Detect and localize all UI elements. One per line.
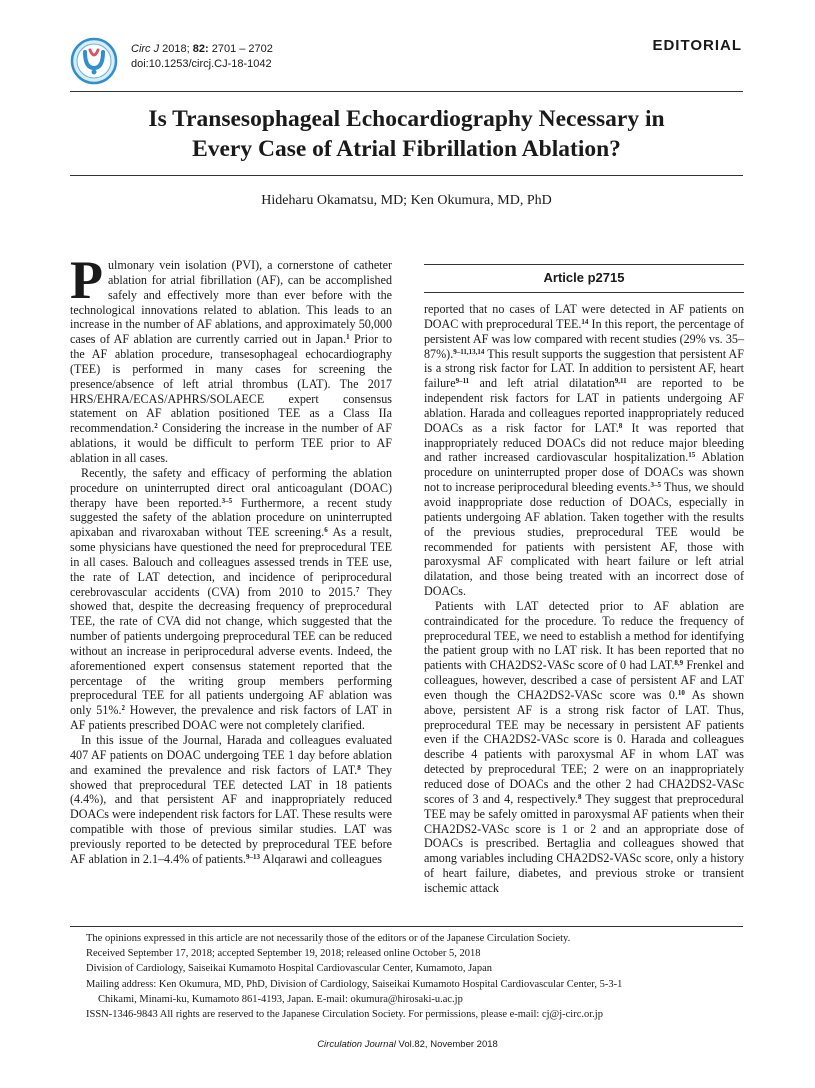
- body-column-right: [424, 302, 744, 896]
- paragraph: [70, 733, 392, 867]
- footnotes: [86, 931, 746, 1022]
- related-article-link[interactable]: Article p2715: [543, 270, 625, 285]
- citation-ref[interactable]: 9–13: [246, 852, 261, 861]
- citation-ref[interactable]: 15: [688, 451, 696, 460]
- citation-ref[interactable]: 8: [577, 792, 582, 801]
- citation-ref[interactable]: 2: [121, 704, 125, 713]
- citation-ref[interactable]: 1: [346, 333, 350, 342]
- citation-ref[interactable]: 14: [581, 317, 589, 326]
- paragraph: [424, 599, 744, 896]
- text-run: As a result, some physicians have questioned the need for preprocedural TEE in all cases. Balouch and colleagues assessed trends in TEE use, the rate of LAT detection, and incidence of periprocedural cerebrovascular accidents (CVA) from 2010 to 2015.: [70, 525, 392, 599]
- text-run: Patients with LAT detected prior to AF ablation are contraindicated for the procedure. To reduce the frequency of preprocedural TEE, we need to establish a method for identifying the patient group with no LAT risk. It has been reported that no patients with CHA2DS2-VASc score of 0 had LAT.: [424, 598, 744, 673]
- text-run: reported that no cases of LAT were detected in AF patients on DOAC with preprocedural TEE.: [424, 302, 744, 331]
- citation-ref[interactable]: 3–5: [650, 481, 662, 490]
- text-run: ulmonary vein isolation (PVI), a cornerstone of catheter ablation for atrial fibrillation (AF), can be accomplished safely and effectively more than ever before with the technological innovations related to ablation. This leads to an increase in the number of AF ablations, and approximately 50,000 cases of AF ablation are currently carried out in Japan.: [70, 258, 392, 347]
- citation-volume: 82:: [192, 43, 209, 55]
- text-run: They suggest that preprocedural TEE may be safely omitted in paroxysmal AF patients when their CHA2DS2-VASc score is 1 or 2 and an appropriate dose of DOACs is prescribed. Bertaglia and colleagues showed that among variables including CHA2DS2-VASc score, only a history of heart failure, diabetes, and previous stroke or transient ischemic attack: [424, 791, 744, 895]
- text-run: Frenkel and colleagues, however, described a case of persistent AF and LAT even though the CHA2DS2-VASc score was 0.: [424, 658, 744, 702]
- text-run: However, the prevalence and risk factors of LAT in AF patients prescribed DOAC were not completely clarified.: [70, 703, 392, 733]
- text-run: Ablation procedure on uninterrupted proper dose of DOACs was shown not to increase periprocedural bleeding events.: [424, 450, 744, 495]
- citation-block: [131, 42, 273, 72]
- paragraph: [424, 302, 744, 599]
- text-run: They showed that, despite the decreasing frequency of preprocedural TEE, the rate of CVA did not change, which suggested that the number of patients undergoing preprocedural TEE can be reduced without an increase in periprocedural adverse events. Indeed, the aforementioned expert consensus statement reported that the percentage of the writing group members performing preprocedural TEE for all patients undergoing AF ablation was only 51%.: [70, 584, 392, 718]
- text-run: are reported to be independent risk factors for LAT in patients undergoing AF ablation. Harada and colleagues reported inappropriately reduced DOACs as a risk factor for LAT.: [424, 376, 744, 435]
- disclaimer: The opinions expressed in this article are not necessarily those of the editors or of the Japanese Circulation Society.: [86, 933, 571, 944]
- title-rule: [70, 175, 743, 176]
- citation-line: [131, 42, 273, 57]
- citation-ref[interactable]: 9,11: [614, 377, 627, 386]
- doi[interactable]: doi:10.1253/circj.CJ-18-1042: [131, 58, 272, 70]
- citation-ref[interactable]: 9–11,13,14: [453, 347, 485, 356]
- body-column-left: [70, 250, 392, 867]
- article-box-rule-top: [424, 264, 744, 265]
- text-run: In this issue of the Journal, Harada and colleagues evaluated 407 AF patients on DOAC undergoing TEE 1 day before ablation and examined the prevalence and risk factors of LAT.: [70, 733, 392, 777]
- article-box-rule-bottom: [424, 292, 744, 293]
- text-run: Alqarawi and colleagues: [260, 851, 382, 866]
- text-run: Furthermore, a recent study suggested the safety of the ablation procedure on uninterrupted apixaban and rivaroxaban without TEE screening.: [70, 495, 392, 540]
- paragraph: [70, 466, 392, 733]
- footer-issue: Vol.82, November 2018: [395, 1039, 498, 1050]
- text-run: Considering the increase in the number of AF ablations, it would be difficult to perform TEE prior to AF ablation in all cases.: [70, 421, 392, 465]
- mailing-address-cont[interactable]: Chikami, Minami-ku, Kumamoto 861-4193, Japan. E-mail: okumura@hirosaki-u.ac.jp: [98, 993, 463, 1005]
- text-run: and left atrial dilatation: [469, 376, 615, 391]
- citation-ref[interactable]: 9–11: [455, 377, 470, 386]
- issn-rights[interactable]: ISSN-1346-9843 All rights are reserved to the Japanese Circulation Society. For permissions, please e-mail: cj@j-circ.or.jp: [86, 1009, 603, 1021]
- journal-logo: [70, 37, 118, 85]
- section-label: EDITORIAL: [652, 37, 742, 54]
- paragraph: [70, 250, 392, 466]
- citation-ref[interactable]: 2: [154, 422, 158, 431]
- text-run: Prior to the AF ablation procedure, transesophageal echocardiography (TEE) is performed in many cases for screening the presence/absence of left atrial thrombus (LAT). The 2017 HRS/EHRA/ECAS/APHRS/SOLAECE expert consensus statement on AF ablation positioned TEE as a Class IIa recommendation.: [70, 332, 392, 436]
- text-run: Recently, the safety and efficacy of performing the ablation procedure on uninterrupted direct oral anticoagulant (DOAC) therapy have been reported.: [70, 465, 392, 510]
- title-line-1: Is Transesophageal Echocardiography Necessary in: [148, 106, 665, 132]
- affiliation: Division of Cardiology, Saiseikai Kumamoto Hospital Cardiovascular Center, Kumamoto, Japan: [86, 963, 492, 975]
- citation-ref[interactable]: 6: [324, 526, 328, 535]
- citation-year: 2018;: [162, 43, 193, 55]
- text-run: In this report, the percentage of persistent AF was low compared with recent studies (29% vs. 35–87%).: [424, 316, 745, 361]
- citation-ref[interactable]: 7: [355, 585, 360, 594]
- author-list: Hideharu Okamatsu, MD; Ken Okumura, MD, PhD: [261, 193, 552, 208]
- mailing-address: Mailing address: Ken Okumura, MD, PhD, Division of Cardiology, Saiseikai Kumamoto Hospital Cardiovascular Center, 5-3-1: [86, 978, 623, 990]
- drop-cap: P: [70, 250, 103, 310]
- citation-ref[interactable]: 3–5: [221, 496, 233, 505]
- citation-ref[interactable]: 8: [618, 421, 623, 430]
- footer-journal: Circulation Journal: [317, 1039, 396, 1050]
- text-run: As shown above, persistent AF is a strong risk factor of LAT. Thus, preprocedural TEE may be necessary in persistent AF patients even if the CHA2DS2-VASc score is 0. Harada and colleagues describe 4 patients with paroxysmal AF in whom LAT was detected by preprocedural TEE; 2 were on an inappropriately reduced dose of DOACs and the other 2 had CHA2DS2-VASc scores of 3 and 4, respectively.: [424, 687, 744, 806]
- text-run: They showed that preprocedural TEE detected LAT in 18 patients (4.4%), and that persistent AF and inappropriately reduced DOACs were independent risk factors for LAT. These results were compatible with those of previous similar studies. LAT was previously reported to be detected by preprocedural TEE before AF ablation in 2.1–4.4% of patients.: [70, 762, 392, 866]
- received-dates: Received September 17, 2018; accepted September 19, 2018; released online October 5, 2018: [86, 948, 481, 960]
- text-run: Thus, we should avoid inappropriate dose reduction of DOACs, especially in patients undergoing AF ablation. Taken together with the results of the previous studies, preprocedural TEE would be recommended for patients with persistent AF, those with paroxysmal AF complicated with heart failure or left atrial dilatation, and those being treated with an incorrect dose of DOACs.: [424, 480, 744, 599]
- citation-ref[interactable]: 10: [677, 688, 685, 697]
- running-footer: [0, 1039, 815, 1050]
- journal-abbrev: Circ J: [131, 43, 160, 55]
- article-title: [70, 104, 743, 164]
- text-run: This result supports the suggestion that persistent AF is a strong risk factor for LAT. In addition to persistent AF, heart failure: [424, 346, 744, 391]
- citation-pages: 2701 – 2702: [208, 43, 273, 55]
- citation-ref[interactable]: 8: [357, 763, 361, 772]
- citation-ref[interactable]: 8,9: [674, 659, 684, 668]
- footnote-rule: [70, 926, 743, 927]
- title-line-2: Every Case of Atrial Fibrillation Ablation?: [192, 136, 621, 162]
- text-run: It was reported that inappropriately reduced DOACs did not reduce major bleeding and rather increased cardiovascular hospitalization.: [424, 420, 744, 465]
- header-rule: [70, 91, 743, 92]
